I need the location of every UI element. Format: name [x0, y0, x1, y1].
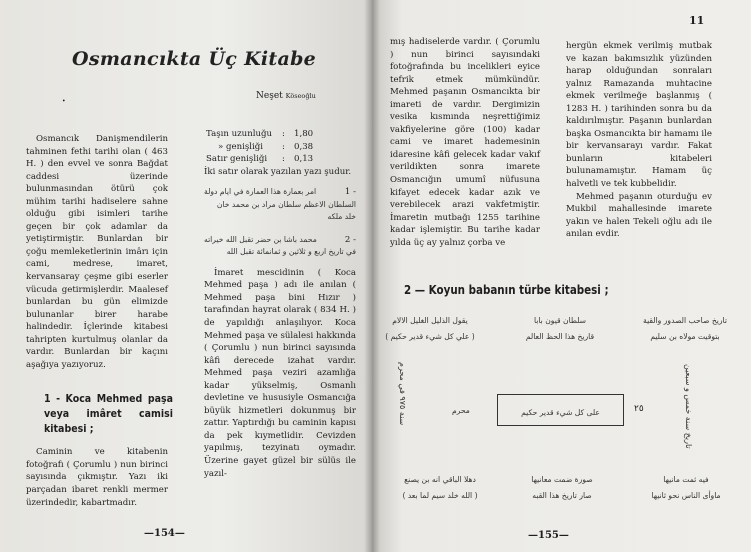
article-title: Osmancıkta Üç Kitabe — [72, 48, 317, 70]
inscription-top-right — [636, 315, 734, 343]
right-column-2-paragraph-2: Mehmed paşanın oturduğu ev Mukbil mahallesinde imarete yakın ve halen Tekeli oğlu adı ile anılan evdir. — [566, 191, 712, 240]
fact-value: 0,38 — [294, 141, 314, 152]
left-page — [0, 0, 372, 552]
inscription-2 — [204, 234, 356, 259]
inscription-middle-right: ٢٥ — [634, 404, 644, 414]
right-page — [372, 0, 751, 552]
author-surname: Köseoğlu — [285, 92, 316, 100]
inscription-1-number: 1 - — [344, 187, 356, 198]
insc-bl-2: ( الله خلد سيم لما بعد ) — [402, 490, 478, 500]
left-column-1 — [26, 133, 173, 509]
right-column-1 — [390, 36, 540, 249]
insc-bc-1: صورة ضمت معانيها — [531, 475, 593, 484]
insc-bl-1: دهلا الباقي انه بن يصنع — [404, 475, 476, 484]
inscription-1-line-2: السلطان الاعظم سلطان مراد بن محمد خان — [216, 199, 356, 209]
inscription-right-vertical: تاريخ سنة خمس و سبعين — [684, 364, 693, 449]
fact-label: Satır genişliği — [206, 154, 268, 165]
right-column-2 — [566, 40, 712, 241]
insc-tr-1: تاريخ صاحب الصدور والقية — [643, 316, 727, 325]
inscription-bottom-center — [512, 474, 612, 502]
inscription-1-line-1: امر بعمارة هذا العمارة في ايام دولة — [204, 187, 317, 197]
inscription-1 — [204, 186, 356, 224]
inscription-top-left — [384, 315, 476, 343]
fact-row — [218, 141, 356, 154]
insc-br-2: ماوأى الناس نحو ثانيها — [651, 490, 721, 500]
inscription-box-text: على كل شيء قدير حكيم — [521, 408, 600, 417]
inscription-2-number: 2 - — [344, 234, 356, 245]
fact-sep: : — [282, 141, 285, 152]
author-byline — [256, 91, 316, 101]
inscription-1-line-3: خلد ملكه — [327, 212, 356, 222]
page-number-top: 11 — [689, 14, 705, 27]
page-number-left: —154— — [144, 528, 185, 539]
page-number-right: —155— — [528, 530, 569, 541]
insc-tc-1: سلطان قيون بابا — [533, 316, 587, 325]
fact-sep: : — [282, 129, 285, 139]
right-column-2-paragraph-1: hergün ekmek verilmiş mutbak ve kazan bakımsızlık yüzünden harap olduğundan sonraları yalnız Ramazanda muhtacine ekmek verilmeğe başlanmış ( 1283 H. ) tarihinden sonra bu da kaldırılmıştır. Paşanın bunlardan başka Osmancıkta bir hamamı ile bir kervansarayı vardır. Fakat bunların kitabeleri bulunamamıştır. Hamam üç halvetli ve tek kubbelidir. — [566, 41, 712, 190]
insc-bc-2: صار تاريخ هذا القبه — [532, 490, 592, 500]
insc-br-1: فيه ثمت مانيها — [663, 475, 709, 484]
insc-tr-2: بتوقيت مولاه بن سليم — [650, 331, 720, 341]
fact-sep: : — [282, 154, 285, 165]
right-column-1-paragraph: mış hadiselerde vardır. ( Çorumlu ) nun birinci sayısındaki fotoğrafında bu incelikleri eyice tefrik etmek mümkündür. Mehmed paşanın Osmancıkta bir imareti de vardır. Dergimizin vesika kısmında neşrettiğimiz vakfiyelerine göre (100) kadar cami ve imaret hademesinin idaresine kâfi gelecek kadar vakıf verildikten sonra imarete Osmancığın umumî nüfusuna kifayet edecek kadar azık ve verebilecek arazi vakfetmiştir. İmaretin mutbağı 1255 tarihine kadar işlemiştir. Bu tarihe kadar yılda üç ay yalnız çorba ve — [390, 37, 540, 248]
fact-row — [206, 153, 356, 166]
inscription-2-line-1: محمد باشا بن حضر تقبل الله خيراته — [204, 234, 317, 244]
fact-value: 1,80 — [294, 129, 314, 139]
author-name: Neşet — [256, 91, 283, 101]
section-2-heading: 2 — Koyun babanın türbe kitabesi ; — [404, 283, 609, 297]
inscription-bottom-left — [390, 474, 490, 502]
fact-value: 0,13 — [294, 154, 314, 165]
section-1-heading: 1 - Koca Mehmed paşa veya imâret camisi kitabesi ; — [44, 392, 173, 436]
column-2-paragraph: İmaret mescidinin ( Koca Mehmed paşa ) adı ile anılan ( Mehmed paşa bini Hızır ) tarafından hayrat olarak ( 834 H. ) de yapıldığı anlaşılıyor. Koca Mehmed paşa ve sülalesi hakkında ( Çorumlu ) nun birinci sayısında kâfi derecede izahat vardır. Mehmed paşa veziri azamlığa kadar yükselmiş, Osmanlı devletine ve hususiyle Osmancığa büyük hizmetleri dokunmuş bir zattır. Yaptırdığı bu caminin kapısı da pek kıymetlidir. Cevizden yapılmış, tezyinatı oymadır. Üzerine gayet güzel bir sülüs ile yazıl- — [204, 267, 356, 479]
inscription-2-line-2: في تاريخ اربع و ثلاثين و ثمانمائة تقبل الله — [226, 247, 356, 257]
left-column-2 — [204, 128, 356, 480]
inscription-box — [497, 394, 624, 426]
insc-tc-2: قاريخ هذا الحظ العالم — [525, 331, 595, 341]
dot-mark: • — [62, 98, 66, 105]
inscription-top-center — [510, 315, 610, 343]
section-1-paragraph: Caminin ve kitabenin fotoğrafı ( Çorumlu ) nun birinci sayısında çıkmıştır. Yazı iki parçadan ibaret renkli mermer üzerindedir, kabartmadır. — [26, 447, 168, 508]
inscription-middle-left: محرم — [452, 406, 470, 415]
book-gutter — [364, 0, 380, 552]
intro-paragraph: Osmancık Danişmendilerin tahminen fethi tarihi olan ( 463 H. ) den evvel ve sonra Bağdat caddesi üzerinde bulunmasından ötürü çok mühim tarihi hadiselere sahne olduğu gibi isimleri tarihe geçen bir çok adamlar da yetiştirmiştir. Bunlardan bir çoğu memleketlerinin imârı için cami, medrese, imaret, kervansaray çeşme gibi eserler vücuda getirmişlerdir. Maalesef bunlardan bu gün elimizde bulunanlar birer harabe halindedir. İçlerinde kitabesi tahripten kurtulmuş olanlar da vardır. Bunlardan bir kaçını aşağıya yazıyoruz. — [26, 134, 168, 370]
fact-label: Taşın uzunluğu — [206, 129, 273, 139]
insc-tl-1: يقول الذليل الغليل الالام — [392, 316, 468, 325]
insc-tl-2: ( علي كل شيء قدير حكيم ) — [385, 331, 475, 341]
fact-label: » genişliği — [218, 141, 264, 152]
inscription-left-vertical: سنة ٩٧٥ في محرم — [398, 362, 407, 426]
facts-note: İki satır olarak yazılan yazı şudur. — [204, 166, 352, 177]
fact-row — [206, 128, 356, 141]
inscription-bottom-right — [636, 474, 736, 502]
